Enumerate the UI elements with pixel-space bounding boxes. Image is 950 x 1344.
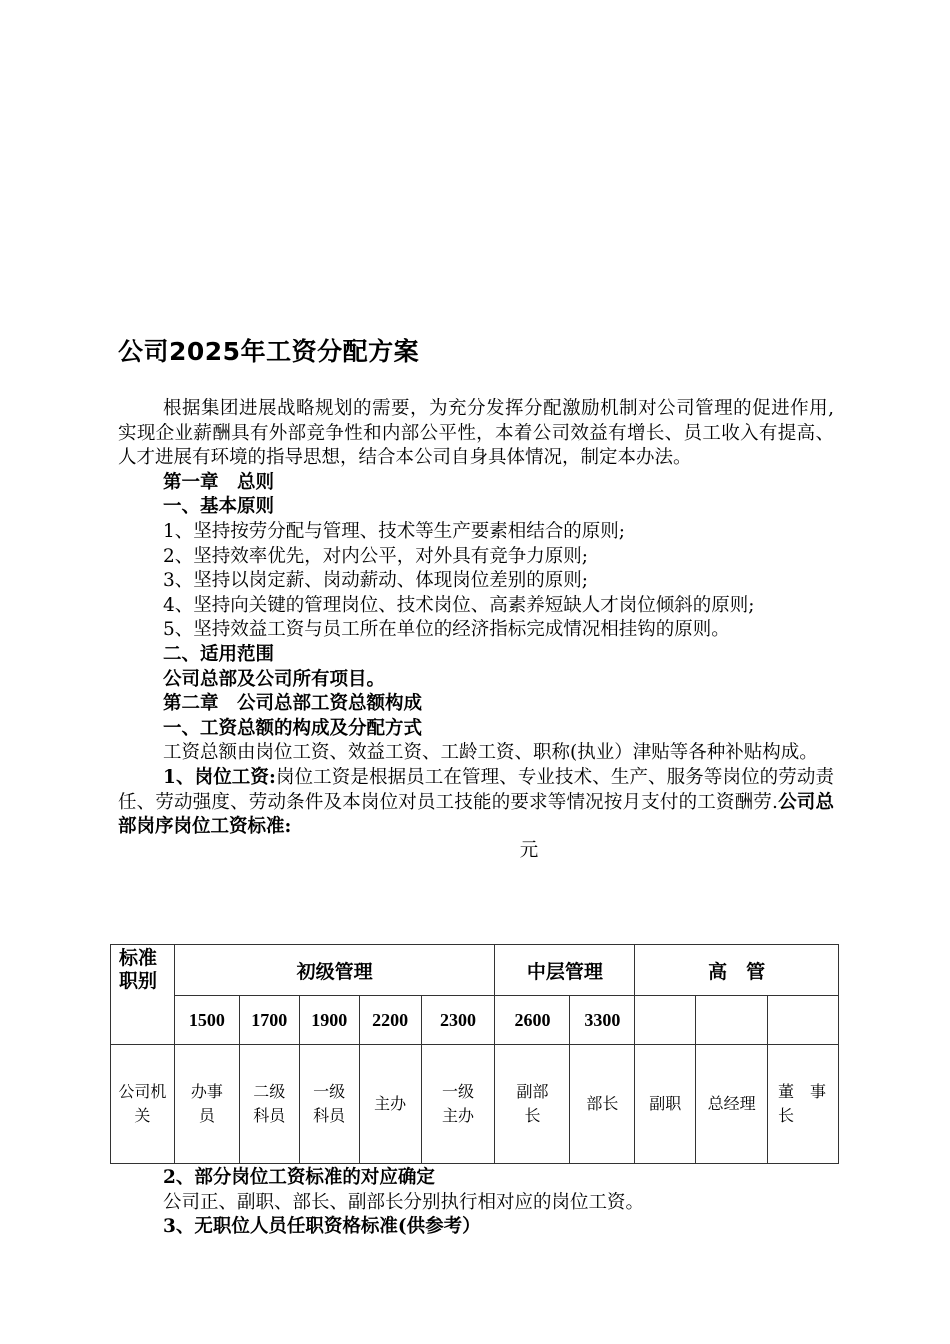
standard-cell: 2600 bbox=[495, 996, 570, 1045]
table-row bbox=[111, 1045, 839, 1164]
standard-cell: 2300 bbox=[421, 996, 495, 1045]
standard-cell: 1500 bbox=[174, 996, 239, 1045]
position-cell: 副部长 bbox=[495, 1045, 570, 1164]
after-table-section bbox=[118, 1166, 834, 1240]
position-cell: 一级主办 bbox=[421, 1045, 495, 1164]
position-wage-label: 1、岗位工资: bbox=[163, 766, 276, 788]
heading-standard-mapping: 2、部分岗位工资标准的对应确定 bbox=[163, 1167, 435, 1188]
standard-cell bbox=[696, 996, 768, 1045]
chapter-1-heading: 第一章 总则 bbox=[163, 471, 275, 493]
group-middle-management: 中层管理 bbox=[495, 945, 635, 996]
corner-standard-label: 标准 bbox=[119, 947, 158, 969]
position-cell: 办事员 bbox=[174, 1045, 239, 1164]
position-cell: 二级科员 bbox=[239, 1045, 299, 1164]
heading-qualification-standard: 3、无职位人员任职资格标准(供参考） bbox=[163, 1216, 481, 1238]
table-row bbox=[111, 996, 839, 1045]
position-wage-text: 岗位工资是根据员工在管理、专业技术、生产、服务等岗位的劳动责任、劳动强度、劳动条件及本岗位对员工技能的要求等情况按月支付的工资酬劳. bbox=[118, 766, 834, 813]
document-title: 公司2025年工资分配方案 bbox=[118, 337, 420, 366]
section-basic-principles: 一、基本原则 bbox=[163, 496, 275, 518]
chapter-2-heading: 第二章 公司总部工资总额构成 bbox=[163, 693, 423, 715]
unit-label: 元 bbox=[519, 839, 539, 861]
position-cell: 董 事长 bbox=[767, 1045, 838, 1164]
standard-cell: 1900 bbox=[299, 996, 359, 1045]
position-wage-paragraph bbox=[118, 766, 834, 840]
section-wage-composition: 一、工资总额的构成及分配方式 bbox=[163, 717, 423, 739]
standard-cell: 2200 bbox=[359, 996, 421, 1045]
standard-cell: 3300 bbox=[570, 996, 635, 1045]
position-wage-tail: 公司总部岗序岗位工资标准: bbox=[118, 791, 834, 838]
group-junior-management: 初级管理 bbox=[174, 945, 495, 996]
group-senior-management: 高 管 bbox=[635, 945, 839, 996]
standard-cell: 1700 bbox=[239, 996, 299, 1045]
position-cell: 总经理 bbox=[696, 1045, 768, 1164]
position-cell: 一级科员 bbox=[299, 1045, 359, 1164]
standard-cell bbox=[635, 996, 696, 1045]
principle-3: 3、坚持以岗定薪、岗动薪动、体现岗位差别的原则; bbox=[163, 570, 589, 592]
principle-4: 4、坚持向关键的管理岗位、技术岗位、高素养短缺人才岗位倾斜的原则; bbox=[163, 594, 755, 616]
position-cell: 主办 bbox=[359, 1045, 421, 1164]
composition-text: 工资总额由岗位工资、效益工资、工龄工资、职称(执业）津贴等各种补贴构成。 bbox=[163, 742, 818, 764]
position-cell: 部长 bbox=[570, 1045, 635, 1164]
scope-text: 公司总部及公司所有项目。 bbox=[163, 668, 386, 690]
intro-paragraph: 根据集团进展战略规划的需要，为充分发挥分配激励机制对公司管理的促进作用,实现企业薪酬具有外部竞争性和内部公平性，本着公司效益有增长、员工收入有提高、人才进展有环境的指导思想，结合本公司自身具体情况，制定本办法。 bbox=[118, 398, 834, 469]
document-body bbox=[118, 397, 834, 862]
principle-5: 5、坚持效益工资与员工所在单位的经济指标完成情况相挂钩的原则。 bbox=[163, 619, 730, 641]
table-corner-cell bbox=[111, 945, 175, 1045]
section-scope: 二、适用范围 bbox=[163, 643, 275, 665]
table-row bbox=[111, 945, 839, 996]
wage-standard-table bbox=[110, 944, 839, 1164]
principle-1: 1、坚持按劳分配与管理、技术等生产要素相结合的原则; bbox=[163, 520, 626, 542]
row-label-cell: 公司机关 bbox=[111, 1045, 175, 1164]
corner-position-label: 职别 bbox=[119, 970, 158, 992]
position-cell: 副职 bbox=[635, 1045, 696, 1164]
standard-mapping-text: 公司正、副职、部长、副部长分别执行相对应的岗位工资。 bbox=[163, 1191, 645, 1213]
standard-cell bbox=[767, 996, 838, 1045]
principle-2: 2、坚持效率优先，对内公平，对外具有竞争力原则; bbox=[163, 545, 589, 567]
